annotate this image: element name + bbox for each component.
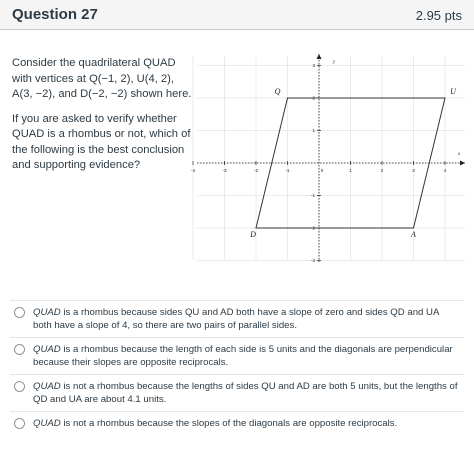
y-tick-label: -1: [310, 193, 315, 198]
answer-text: QUAD is a rhombus because the length of each side is 5 units and the diagonals are perpendicular because their slopes are opposite reciprocals.: [33, 344, 453, 368]
answer-choices: [10, 300, 464, 435]
question-points: 2.95 pts: [415, 8, 462, 23]
vertex-label: Q: [274, 87, 281, 96]
x-tick-label: 3: [412, 168, 415, 173]
radio-button[interactable]: [14, 381, 25, 392]
y-tick-label: 3: [312, 63, 315, 68]
y-axis-label: y: [333, 60, 336, 65]
x-tick-label: 0: [320, 168, 324, 173]
x-axis-arrow: [460, 161, 465, 166]
vertex-label: A: [411, 230, 416, 239]
y-tick-label: -2: [310, 225, 315, 231]
vertex-label: D: [250, 230, 256, 239]
question-title: Question 27: [12, 6, 98, 23]
coordinate-graph: [190, 48, 469, 270]
answer-text: QUAD is not a rhombus because the slopes of the diagonals are opposite reciprocals.: [33, 418, 398, 429]
x-tick-label: -3: [222, 168, 227, 173]
x-tick-label: 2: [380, 168, 384, 173]
x-tick-label: 1: [349, 168, 352, 173]
prompt-paragraph-1: Consider the quadrilateral QUAD with vertices at Q(−1, 2), U(4, 2), A(3, −2), and D(−2, −2) shown here.: [12, 57, 192, 100]
answer-choice-2[interactable]: [10, 337, 464, 374]
y-tick-label: 2: [312, 95, 315, 101]
answer-choice-1[interactable]: [10, 300, 464, 337]
radio-button[interactable]: [14, 418, 25, 429]
x-tick-label: -4: [190, 168, 196, 173]
question-prompt: [12, 56, 194, 183]
answer-text: QUAD is not a rhombus because the lengths of sides QU and AD are both 5 units, but the lengths of QD and UA are about 4.1 units.: [33, 381, 458, 405]
answer-choice-4[interactable]: [10, 411, 464, 435]
x-axis-label: x: [458, 152, 461, 157]
graph-svg: [190, 48, 469, 270]
radio-button[interactable]: [14, 344, 25, 355]
answer-text: QUAD is a rhombus because sides QU and AD both have a slope of zero and sides QD and UA both have a slope of 4, so there are two pairs of parallel sides.: [33, 307, 439, 331]
y-tick-label: -3: [310, 258, 315, 263]
x-tick-label: 4: [443, 168, 447, 173]
vertex-label: U: [450, 87, 456, 96]
answer-choice-3[interactable]: [10, 374, 464, 411]
y-axis-arrow: [317, 54, 322, 59]
prompt-paragraph-2: If you are asked to verify whether QUAD is a rhombus or not, which of the following is the best conclusion and supporting evidence?: [12, 112, 191, 171]
x-tick-label: -2: [253, 168, 259, 173]
radio-button[interactable]: [14, 307, 25, 318]
x-tick-label: -1: [285, 168, 290, 173]
y-tick-label: 1: [312, 128, 315, 133]
question-header: [0, 0, 474, 30]
